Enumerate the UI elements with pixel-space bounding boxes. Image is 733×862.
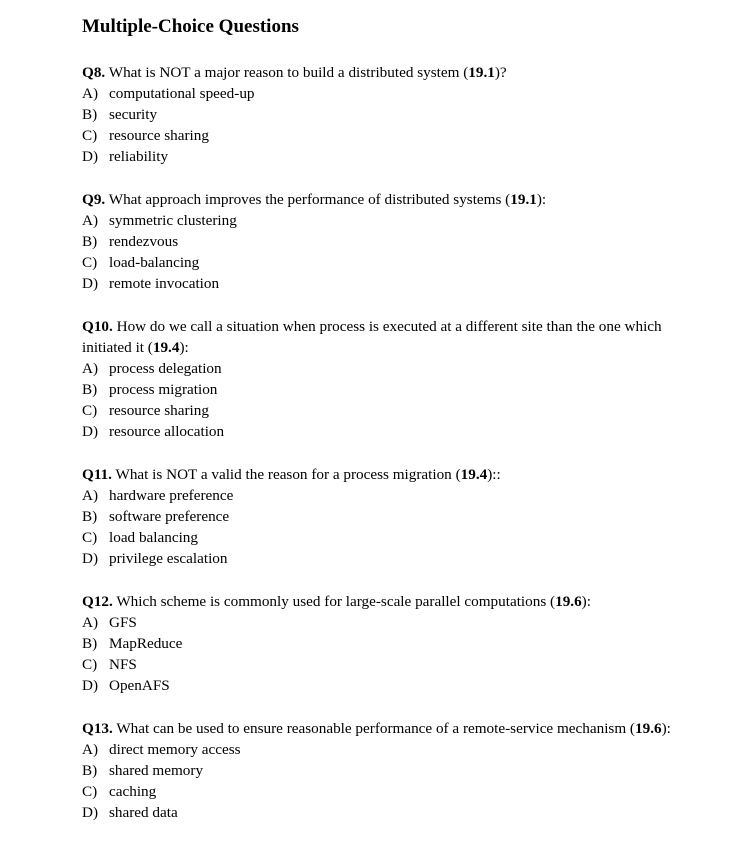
option-letter: A) — [82, 360, 99, 377]
question-q9 — [82, 189, 702, 294]
question-q12 — [82, 591, 702, 696]
option-b — [82, 104, 702, 125]
question-tail: ): — [536, 191, 547, 208]
question-number: Q12. — [82, 593, 113, 610]
question-stem — [82, 316, 702, 358]
option-d — [82, 273, 702, 294]
option-letter: C) — [82, 127, 98, 144]
question-stem — [82, 718, 702, 739]
option-letter: B) — [82, 508, 98, 525]
option-b — [82, 379, 702, 400]
option-letter: D) — [82, 423, 99, 440]
option-text: NFS — [109, 656, 137, 673]
option-letter: B) — [82, 106, 98, 123]
question-number: Q13. — [82, 720, 113, 737]
question-q13 — [82, 718, 702, 823]
question-tail: )? — [494, 64, 507, 81]
question-text: Which scheme is commonly used for large-scale parallel computations ( — [112, 593, 556, 610]
option-text: security — [109, 106, 158, 123]
option-text: MapReduce — [109, 635, 183, 652]
question-text: What is NOT a major reason to build a distributed system ( — [105, 64, 469, 81]
option-a — [82, 612, 702, 633]
option-text: remote invocation — [109, 275, 220, 292]
question-tail: ):: — [487, 466, 501, 483]
option-c — [82, 654, 702, 675]
option-text: resource sharing — [109, 402, 209, 419]
option-text: computational speed-up — [109, 85, 255, 102]
option-text: process migration — [109, 381, 218, 398]
option-text: process delegation — [109, 360, 222, 377]
option-text: software preference — [109, 508, 230, 525]
question-tail: ): — [581, 593, 591, 610]
option-text: OpenAFS — [109, 677, 170, 694]
option-letter: C) — [82, 402, 98, 419]
option-c — [82, 527, 702, 548]
question-text: What is NOT a valid the reason for a process migration ( — [111, 466, 461, 483]
option-text: shared data — [109, 804, 178, 821]
option-text: shared memory — [109, 762, 204, 779]
option-letter: B) — [82, 233, 98, 250]
option-letter: C) — [82, 529, 98, 546]
section-ref: 19.4 — [152, 339, 180, 356]
page-title: Multiple-Choice Questions — [82, 16, 299, 37]
question-text: How do we call a situation when process is executed at a different site than the one which initiated it ( — [82, 318, 662, 356]
question-q8 — [82, 62, 702, 167]
option-letter: A) — [82, 212, 99, 229]
option-a — [82, 210, 702, 231]
question-number: Q9. — [82, 191, 106, 208]
option-letter: C) — [82, 254, 98, 271]
option-letter: B) — [82, 762, 98, 779]
option-b — [82, 633, 702, 654]
section-ref: 19.4 — [460, 466, 488, 483]
section-ref: 19.1 — [510, 191, 537, 208]
option-text: resource sharing — [109, 127, 209, 144]
section-ref: 19.1 — [468, 64, 495, 81]
option-a — [82, 358, 702, 379]
option-a — [82, 485, 702, 506]
option-text: reliability — [109, 148, 169, 165]
option-text: direct memory access — [109, 741, 241, 758]
question-tail: ): — [179, 339, 189, 356]
option-text: caching — [109, 783, 157, 800]
option-letter: A) — [82, 85, 99, 102]
option-b — [82, 760, 702, 781]
question-number: Q11. — [82, 466, 112, 483]
option-letter: A) — [82, 614, 99, 631]
option-text: privilege escalation — [109, 550, 228, 567]
question-tail: ): — [661, 720, 671, 737]
option-letter: D) — [82, 148, 99, 165]
option-d — [82, 146, 702, 167]
question-stem — [82, 189, 702, 210]
question-number: Q10. — [82, 318, 113, 335]
option-d — [82, 548, 702, 569]
question-q11 — [82, 464, 702, 569]
option-a — [82, 83, 702, 104]
option-text: resource allocation — [109, 423, 225, 440]
option-text: hardware preference — [109, 487, 234, 504]
option-letter: C) — [82, 783, 98, 800]
option-c — [82, 781, 702, 802]
option-text: load-balancing — [109, 254, 200, 271]
option-c — [82, 252, 702, 273]
option-text: rendezvous — [109, 233, 179, 250]
option-letter: D) — [82, 677, 99, 694]
option-d — [82, 421, 702, 442]
question-q10 — [82, 316, 702, 442]
option-letter: A) — [82, 741, 99, 758]
option-text: symmetric clustering — [109, 212, 237, 229]
option-c — [82, 125, 702, 146]
option-letter: C) — [82, 656, 98, 673]
question-number: Q8. — [82, 64, 106, 81]
option-b — [82, 231, 702, 252]
option-d — [82, 802, 702, 823]
question-stem — [82, 591, 702, 612]
section-ref: 19.6 — [635, 720, 662, 737]
question-stem — [82, 62, 702, 83]
option-letter: D) — [82, 804, 99, 821]
section-ref: 19.6 — [555, 593, 582, 610]
option-text: load balancing — [109, 529, 198, 546]
question-text: What approach improves the performance of distributed systems ( — [105, 191, 511, 208]
option-c — [82, 400, 702, 421]
option-letter: A) — [82, 487, 99, 504]
option-letter: D) — [82, 550, 99, 567]
option-letter: B) — [82, 381, 98, 398]
option-letter: B) — [82, 635, 98, 652]
question-stem — [82, 464, 702, 485]
option-letter: D) — [82, 275, 99, 292]
option-a — [82, 739, 702, 760]
option-d — [82, 675, 702, 696]
option-b — [82, 506, 702, 527]
question-text: What can be used to ensure reasonable performance of a remote-service mechanism ( — [112, 720, 635, 737]
option-text: GFS — [109, 614, 137, 631]
